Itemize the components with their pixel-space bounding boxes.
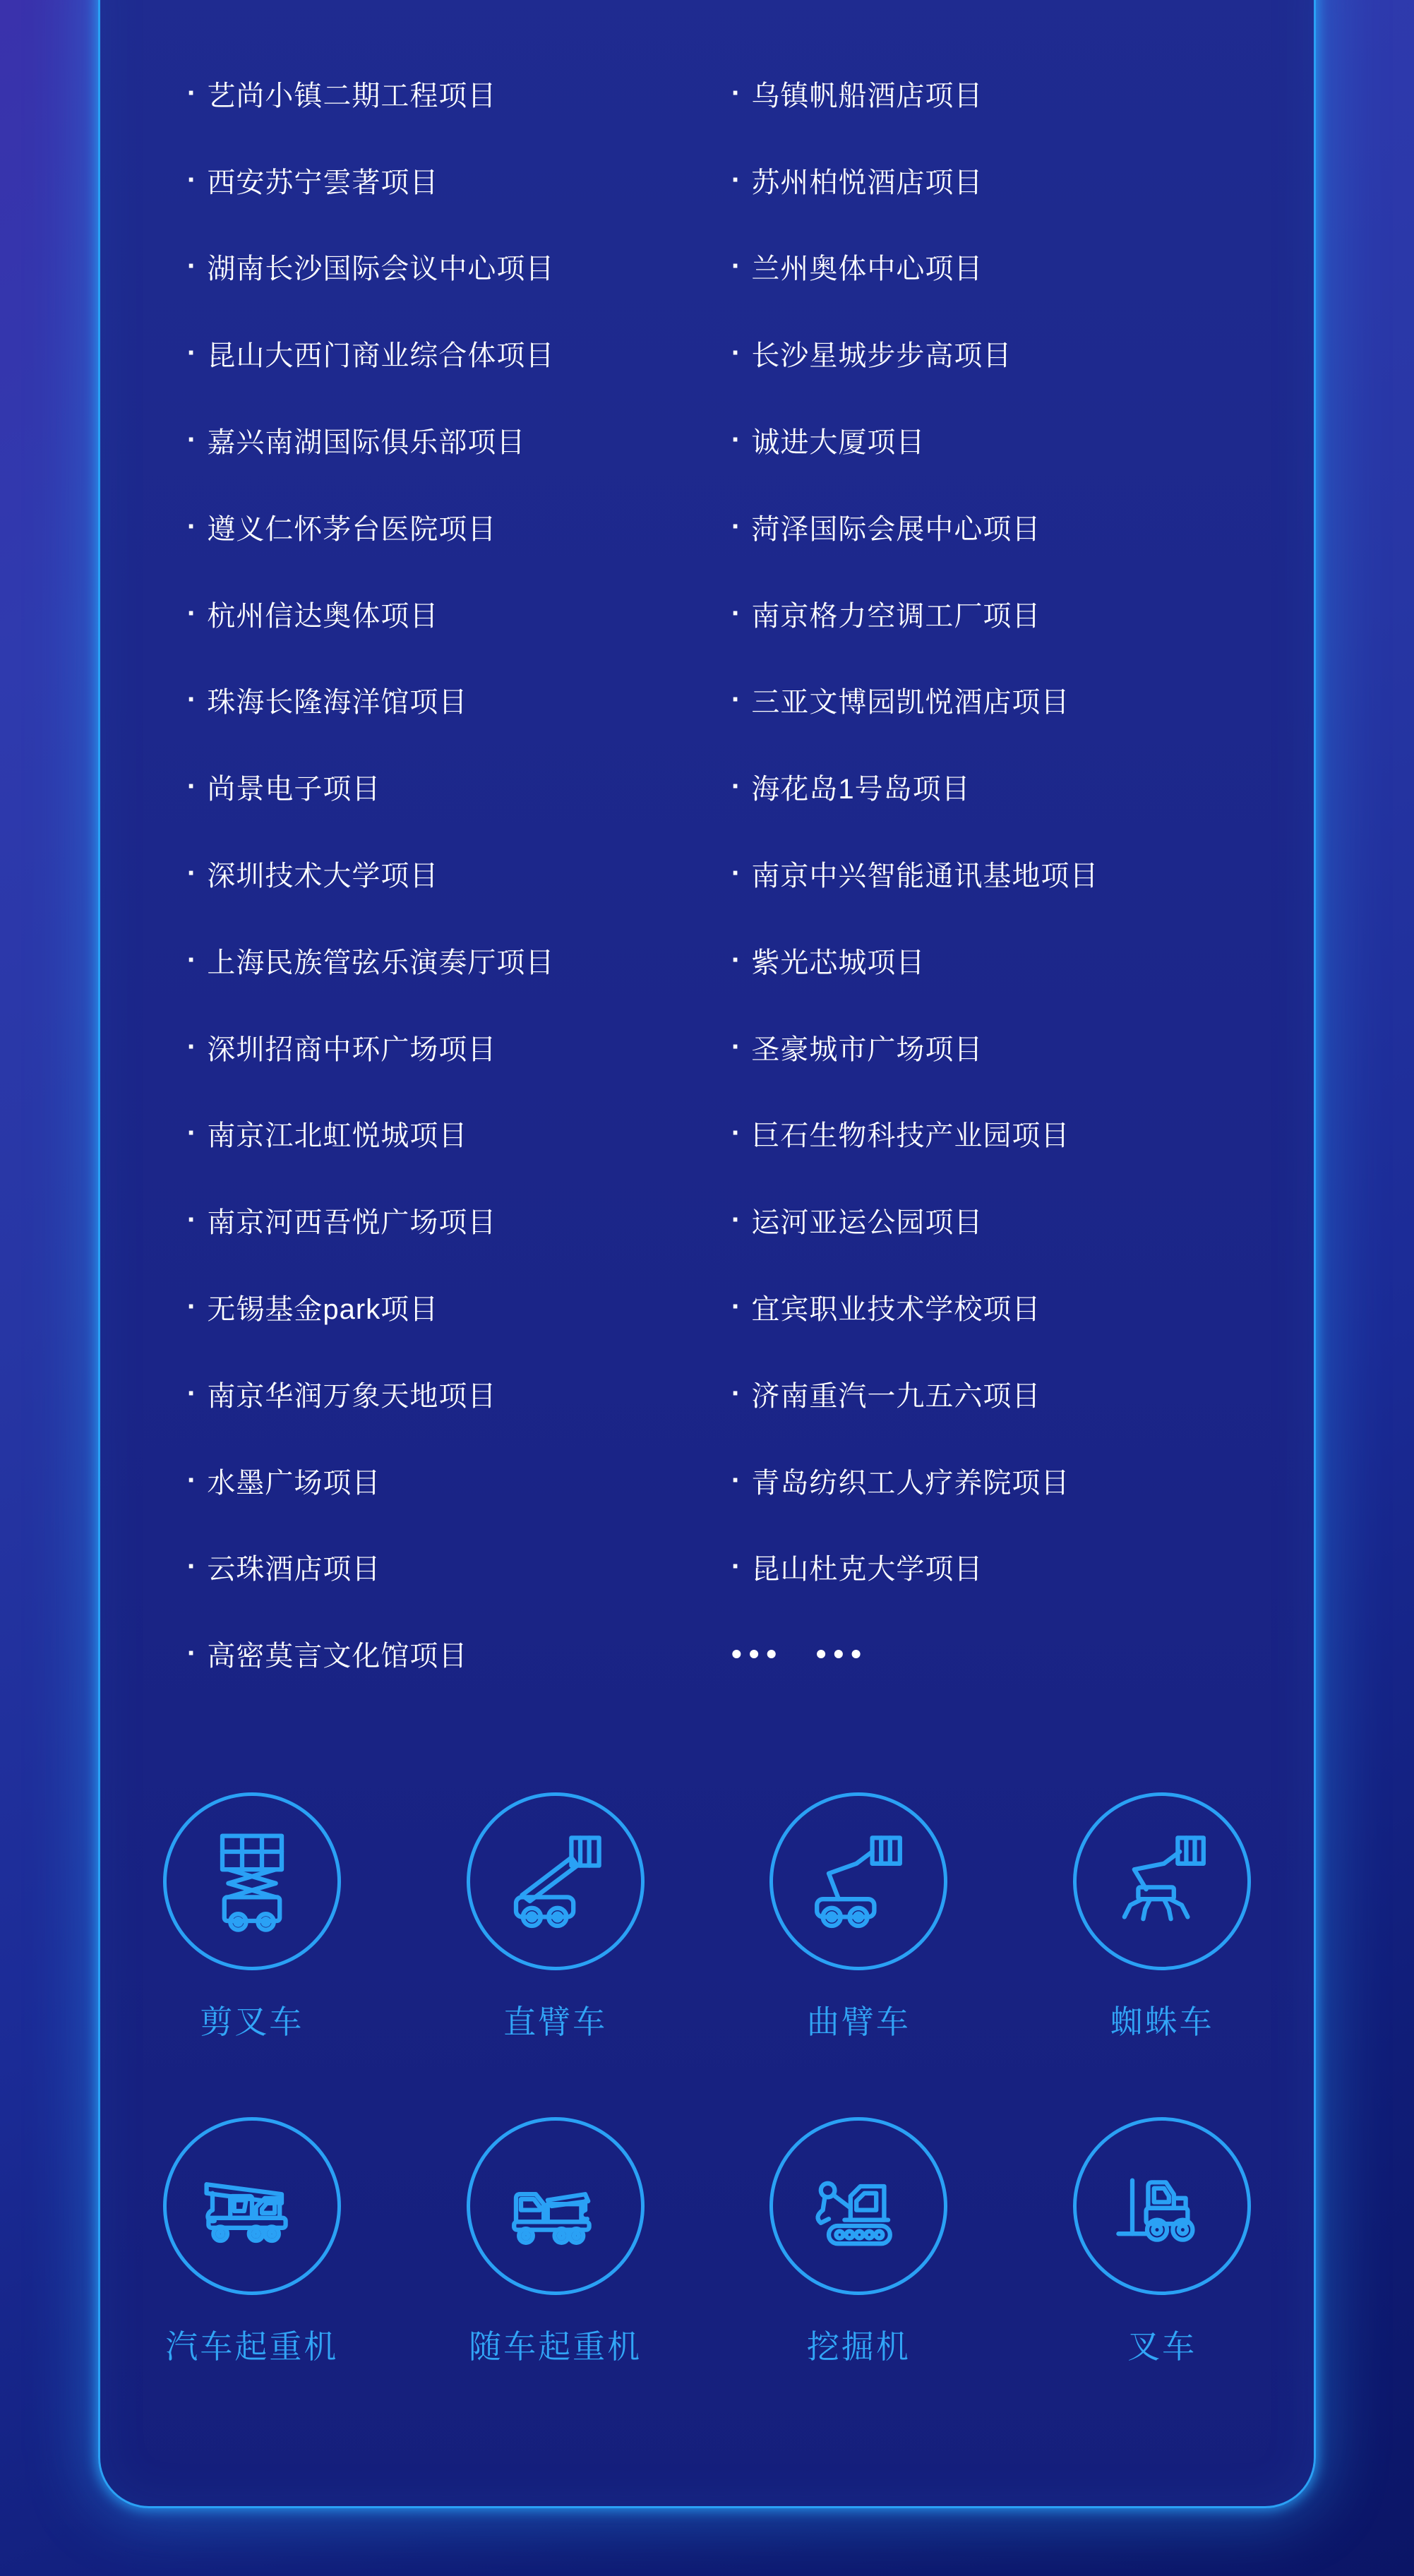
project-name: 西安苏宁雲著项目 [207, 167, 439, 198]
bullet-icon: · [731, 337, 742, 369]
vehicle-icon-circle [1073, 1792, 1251, 1970]
bullet-icon: · [731, 510, 742, 542]
project-name: 诚进大厦项目 [751, 427, 925, 459]
bullet-icon: · [731, 77, 742, 109]
bullet-icon: · [187, 424, 198, 456]
project-name: 嘉兴南湖国际俱乐部项目 [207, 427, 526, 459]
vehicle-icon-circle [467, 2117, 645, 2295]
bullet-icon: · [187, 164, 198, 196]
bullet-icon: · [731, 1464, 742, 1496]
bullet-icon: · [187, 1291, 198, 1323]
project-name: 菏泽国际会展中心项目 [751, 513, 1041, 545]
project-name: 高密莫言文化馆项目 [207, 1641, 468, 1672]
project-item [187, 1264, 554, 1350]
straight-boom-lift-icon [496, 1822, 615, 1941]
bullet-icon: · [187, 510, 198, 542]
bullet-icon: · [731, 771, 742, 803]
project-item [187, 1004, 554, 1091]
project-name: 济南重汽一九五六项目 [751, 1380, 1041, 1412]
project-item [731, 830, 1098, 917]
project-item [187, 397, 554, 484]
project-item [731, 1524, 1098, 1611]
excavator-icon [799, 2147, 918, 2265]
project-item [187, 310, 554, 397]
bullet-icon: · [731, 1291, 742, 1323]
scissor-lift-icon [193, 1822, 311, 1941]
vehicle-label: 蜘蛛车 [1110, 2003, 1214, 2040]
articulated-boom-lift-icon [799, 1822, 918, 1941]
project-item [187, 1350, 554, 1437]
project-item-more [731, 1610, 1098, 1697]
project-name: 昆山杜克大学项目 [751, 1554, 983, 1586]
project-name: 海花岛1号岛项目 [751, 774, 971, 805]
project-name: 南京华润万象天地项目 [207, 1380, 497, 1412]
project-name: 遵义仁怀茅台医院项目 [207, 513, 497, 545]
project-name: 上海民族管弦乐演奏厅项目 [207, 947, 555, 978]
bullet-icon: · [731, 597, 742, 629]
bullet-icon: · [731, 251, 742, 282]
vehicle-icon-circle [769, 2117, 947, 2295]
project-item [187, 1524, 554, 1611]
project-name: 深圳技术大学项目 [207, 861, 439, 892]
vehicle-card-forklift [1010, 2117, 1314, 2366]
bullet-icon: · [187, 944, 198, 976]
lorry-mounted-crane-icon [496, 2147, 615, 2265]
forklift-icon [1103, 2147, 1221, 2265]
spider-lift-icon [1103, 1822, 1221, 1941]
project-name: 艺尚小镇二期工程项目 [207, 80, 497, 112]
bullet-icon: · [731, 1377, 742, 1409]
vehicle-label: 汽车起重机 [165, 2328, 339, 2365]
project-name: 南京中兴智能通讯基地项目 [751, 861, 1099, 892]
project-name: 紫光芯城项目 [751, 947, 925, 978]
vehicle-card-lorry-crane [404, 2117, 707, 2366]
project-item [731, 1091, 1098, 1178]
project-name: 兰州奥体中心项目 [751, 253, 983, 285]
project-item [731, 1177, 1098, 1264]
project-item [731, 1350, 1098, 1437]
content-card [98, 0, 1316, 2508]
project-name: 昆山大西门商业综合体项目 [207, 340, 555, 372]
vehicle-icon-circle [163, 2117, 341, 2295]
project-column-right [731, 50, 1098, 1697]
project-name: 深圳招商中环广场项目 [207, 1034, 497, 1065]
project-item [731, 917, 1098, 1004]
bullet-icon: · [731, 1031, 742, 1062]
vehicle-card-spider-lift [1010, 1792, 1314, 2041]
bullet-icon: · [187, 1118, 198, 1149]
project-item [731, 657, 1098, 744]
vehicle-card-scissor-lift [100, 1792, 404, 2041]
project-name: 南京河西吾悦广场项目 [207, 1207, 497, 1239]
bullet-icon: · [731, 684, 742, 716]
project-name: 珠海长隆海洋馆项目 [207, 687, 468, 719]
bullet-icon: · [731, 1551, 742, 1583]
vehicle-label: 叉车 [1127, 2328, 1197, 2365]
project-name: 水墨广场项目 [207, 1467, 381, 1499]
bullet-icon: · [187, 1377, 198, 1409]
project-name: 运河亚运公园项目 [751, 1207, 983, 1239]
project-name: 宜宾职业技术学校项目 [751, 1294, 1041, 1326]
project-name: 三亚文博园凯悦酒店项目 [751, 687, 1070, 719]
bullet-icon: · [187, 858, 198, 889]
project-name: 湖南长沙国际会议中心项目 [207, 253, 555, 285]
bullet-icon: · [187, 77, 198, 109]
project-name: 南京格力空调工厂项目 [751, 600, 1041, 632]
vehicle-label: 曲臂车 [806, 2003, 911, 2040]
project-item [731, 397, 1098, 484]
bullet-icon: · [731, 1204, 742, 1236]
project-item [731, 743, 1098, 830]
bullet-icon: · [731, 164, 742, 196]
bullet-icon: · [187, 1638, 198, 1670]
project-item [187, 743, 554, 830]
bullet-icon: · [731, 424, 742, 456]
project-item [731, 1437, 1098, 1524]
project-name: 青岛纺织工人疗养院项目 [751, 1467, 1070, 1499]
project-item [187, 137, 554, 224]
project-item [187, 484, 554, 570]
vehicle-icon-circle [1073, 2117, 1251, 2295]
vehicle-label: 剪叉车 [200, 2003, 304, 2040]
project-item [187, 1437, 554, 1524]
project-item [731, 310, 1098, 397]
bullet-icon: · [731, 1118, 742, 1149]
bullet-icon: · [731, 858, 742, 889]
project-item [187, 224, 554, 311]
project-name: 杭州信达奥体项目 [207, 600, 439, 632]
bullet-icon: · [187, 1551, 198, 1583]
more-ellipsis: ••• ••• [731, 1636, 868, 1670]
project-item [731, 484, 1098, 570]
project-item [187, 830, 554, 917]
project-item [731, 1004, 1098, 1091]
project-name: 南京江北虹悦城项目 [207, 1120, 468, 1152]
vehicle-label: 随车起重机 [469, 2328, 642, 2365]
vehicle-label: 挖掘机 [806, 2328, 911, 2365]
project-item [187, 917, 554, 1004]
bullet-icon: · [187, 1204, 198, 1236]
vehicle-card-articulated-boom [707, 1792, 1011, 2041]
vehicle-row-2 [100, 2117, 1314, 2366]
vehicle-card-straight-boom [404, 1792, 707, 2041]
project-item [187, 1091, 554, 1178]
project-item [731, 1264, 1098, 1350]
project-column-left [187, 50, 554, 1697]
project-item [731, 570, 1098, 657]
project-item [187, 570, 554, 657]
bullet-icon: · [187, 337, 198, 369]
bullet-icon: · [187, 684, 198, 716]
project-name: 苏州柏悦酒店项目 [751, 167, 983, 198]
project-name: 圣豪城市广场项目 [751, 1034, 983, 1065]
project-item [187, 1177, 554, 1264]
project-item [731, 224, 1098, 311]
project-item [187, 1610, 554, 1697]
project-item [731, 137, 1098, 224]
vehicle-row-1 [100, 1792, 1314, 2041]
vehicle-icon-circle [467, 1792, 645, 1970]
bullet-icon: · [187, 597, 198, 629]
vehicle-card-excavator [707, 2117, 1011, 2366]
project-name: 巨石生物科技产业园项目 [751, 1120, 1070, 1152]
bullet-icon: · [187, 1464, 198, 1496]
project-name: 乌镇帆船酒店项目 [751, 80, 983, 112]
vehicle-card-truck-crane [100, 2117, 404, 2366]
vehicle-icon-circle [769, 1792, 947, 1970]
project-name: 长沙星城步步高项目 [751, 340, 1012, 372]
project-item [187, 657, 554, 744]
bullet-icon: · [731, 944, 742, 976]
project-name: 无锡基金park项目 [207, 1294, 439, 1326]
project-item [731, 50, 1098, 137]
bullet-icon: · [187, 1031, 198, 1062]
vehicle-icon-section [100, 1792, 1314, 2366]
truck-crane-icon [193, 2147, 311, 2265]
vehicle-icon-circle [163, 1792, 341, 1970]
bullet-icon: · [187, 771, 198, 803]
project-name: 云珠酒店项目 [207, 1554, 381, 1586]
project-name: 尚景电子项目 [207, 774, 381, 805]
vehicle-label: 直臂车 [503, 2003, 608, 2040]
bullet-icon: · [187, 251, 198, 282]
project-item [187, 50, 554, 137]
